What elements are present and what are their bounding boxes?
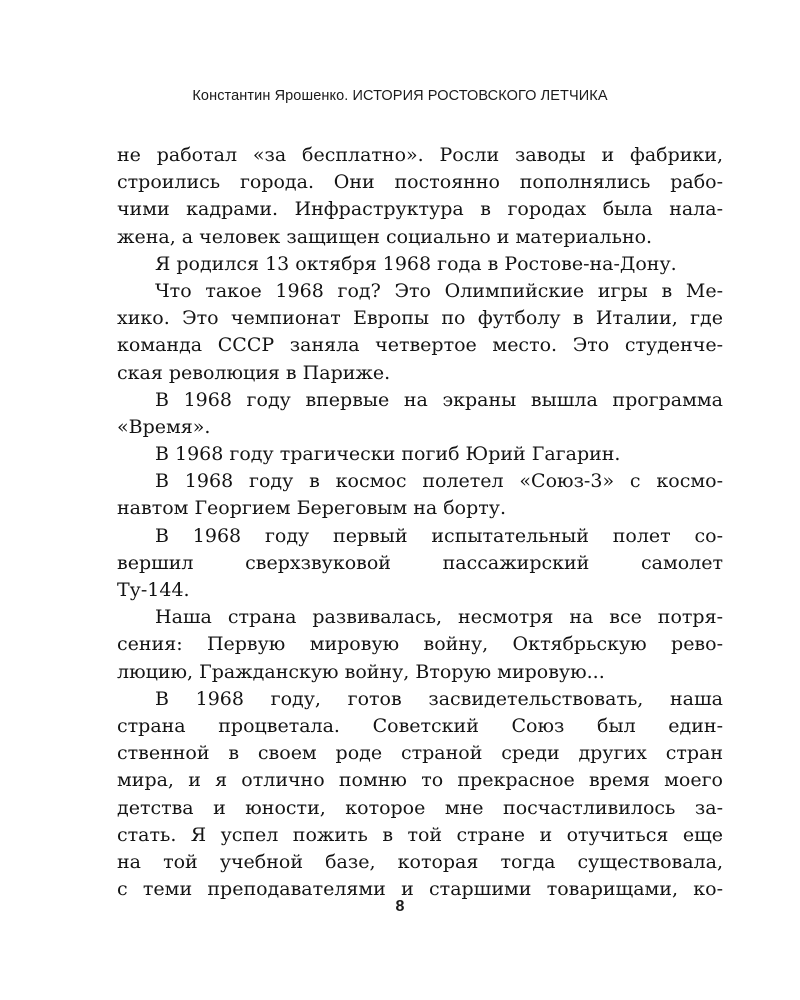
- text-line: ская революция в Париже.: [117, 361, 391, 384]
- running-title: Константин Ярошенко. ИСТОРИЯ РОСТОВСКОГО ЛЕТЧИКА: [192, 88, 608, 104]
- text-line: команда СССР заняла четвертое место. Это студенче-: [117, 334, 723, 357]
- text-line: Ту-144.: [117, 579, 190, 601]
- text-line: Я родился 13 октября 1968 года в Ростове-на-Дону.: [155, 252, 677, 275]
- text-line: вершил сверхзвуковой пассажирский самолет: [117, 551, 723, 574]
- text-line: В 1968 году первый испытательный полет со-: [155, 524, 723, 547]
- text-line: люцию, Гражданскую войну, Вторую мировую...: [117, 660, 605, 683]
- text-line: Что такое 1968 год? Это Олимпийские игры в Ме-: [155, 279, 723, 302]
- text-line: страна процветала. Советский Союз был един-: [117, 714, 723, 737]
- text-line: В 1968 году, готов засвидетельствовать, наша: [155, 687, 723, 710]
- text-line: В 1968 году в космос полетел «Союз-3» с космо-: [155, 470, 723, 493]
- text-line: не работал «за бесплатно». Росли заводы и фабрики,: [117, 144, 723, 166]
- text-line: «Время».: [117, 415, 211, 438]
- text-line: стать. Я успел пожить в той стране и отучиться еще: [117, 823, 723, 846]
- text-line: на той учебной базе, которая тогда существовала,: [117, 850, 723, 873]
- body-text: [117, 142, 723, 903]
- text-line: строились города. Они постоянно пополнялись рабо-: [117, 171, 723, 194]
- text-line: Наша страна развивалась, несмотря на все потря-: [155, 606, 723, 629]
- text-line: чими кадрами. Инфраструктура в городах была нала-: [117, 198, 723, 221]
- text-line: с теми преподавателями и старшими товарищами, ко-: [117, 878, 723, 901]
- text-line: В 1968 году впервые на экраны вышла программа: [155, 388, 723, 411]
- text-line: навтом Георгием Береговым на борту.: [117, 497, 507, 520]
- text-line: детства и юности, которое мне посчастливилось за-: [117, 796, 723, 819]
- text-line: В 1968 году трагически погиб Юрий Гагарин.: [155, 443, 621, 466]
- text-line: хико. Это чемпионат Европы по футболу в Италии, где: [117, 307, 723, 330]
- text-line: сения: Первую мировую войну, Октябрьскую рево-: [117, 633, 723, 656]
- text-line: ственной в своем роде страной среди других стран: [117, 742, 723, 765]
- page-number: 8: [395, 898, 405, 915]
- text-line: мира, и я отлично помню то прекрасное время моего: [117, 769, 723, 792]
- text-line: жена, а человек защищен социально и материально.: [117, 225, 653, 248]
